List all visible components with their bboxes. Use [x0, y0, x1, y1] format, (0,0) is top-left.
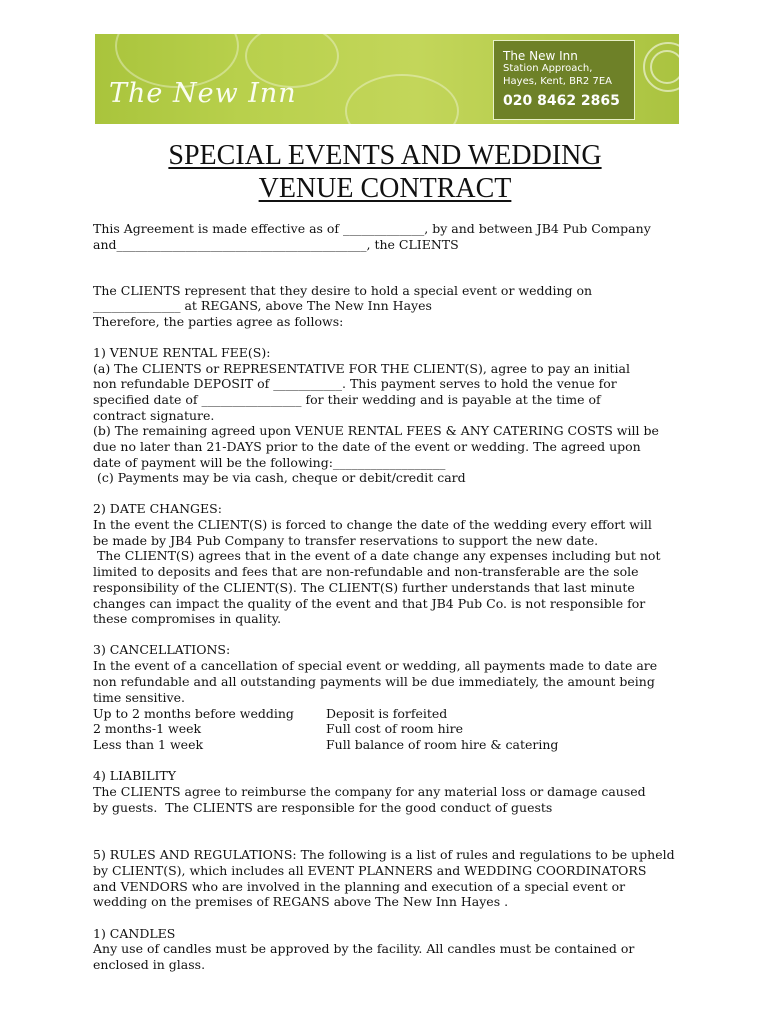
paragraph-line: changes can impact the quality of the event and that JB4 Pub Co. is not responsible for [93, 596, 646, 611]
agreement-line: and________________________________________, the CLIENTS [93, 237, 459, 252]
logo-text: The New Inn [109, 78, 297, 109]
paragraph-line: The CLIENTS represent that they desire to hold a special event or wedding on [93, 283, 593, 298]
section-heading: 5) RULES AND REGULATIONS: The following is a list of rules and regulations to be upheld [93, 847, 675, 862]
paragraph-line: non refundable DEPOSIT of ___________. This payment serves to hold the venue for [93, 376, 617, 391]
paragraph-line: date of payment will be the following:__________________ [93, 455, 446, 470]
paragraph-line: enclosed in glass. [93, 957, 206, 972]
cancellation-period: Less than 1 week [93, 737, 204, 752]
paragraph-line: be made by JB4 Pub Company to transfer reservations to support the new date. [93, 533, 599, 548]
paragraph-line: time sensitive. [93, 690, 185, 705]
address-line1: Station Approach, [503, 63, 593, 74]
section-heading: 3) CANCELLATIONS: [93, 642, 231, 657]
document-title: SPECIAL EVENTS AND WEDDING [168, 140, 602, 171]
decorative-ring [650, 50, 679, 84]
section-heading: 2) DATE CHANGES: [93, 501, 222, 516]
cancellation-period: Up to 2 months before wedding [93, 706, 294, 721]
paragraph-line: by guests. The CLIENTS are responsible for the good conduct of guests [93, 800, 553, 815]
document-subtitle: VENUE CONTRACT [258, 173, 512, 204]
section-heading: 4) LIABILITY [93, 768, 177, 783]
header-banner [95, 34, 679, 124]
paragraph-line: due no later than 21-DAYS prior to the date of the event or wedding. The agreed upon [93, 439, 641, 454]
paragraph-line: ______________ at REGANS, above The New Inn Hayes [93, 298, 432, 313]
paragraph-line: wedding on the premises of REGANS above The New Inn Hayes . [93, 894, 509, 909]
subsection-heading: 1) CANDLES [93, 926, 176, 941]
paragraph-line: In the event the CLIENT(S) is forced to change the date of the wedding every effort will [93, 517, 652, 532]
decorative-swirl [345, 74, 459, 124]
paragraph-line: In the event of a cancellation of special event or wedding, all payments made to date are [93, 658, 658, 673]
cancellation-period: 2 months-1 week [93, 721, 202, 736]
address-line2: Hayes, Kent, BR2 7EA [503, 76, 612, 87]
cancellation-charge: Full cost of room hire [326, 721, 464, 736]
paragraph-line: and VENDORS who are involved in the planning and execution of a special event or [93, 879, 626, 894]
paragraph-line: (b) The remaining agreed upon VENUE RENTAL FEES & ANY CATERING COSTS will be [93, 423, 659, 438]
paragraph-line: these compromises in quality. [93, 611, 282, 626]
address-box [493, 40, 635, 120]
paragraph-line: (c) Payments may be via cash, cheque or debit/credit card [93, 470, 466, 485]
paragraph-line: contract signature. [93, 408, 215, 423]
cancellation-charge: Full balance of room hire & catering [326, 737, 559, 752]
section-heading: 1) VENUE RENTAL FEE(S): [93, 345, 271, 360]
phone-number: 020 8462 2865 [503, 93, 620, 109]
agreement-line: This Agreement is made effective as of _____________, by and between JB4 Pub Company [93, 221, 651, 236]
paragraph-line: responsibility of the CLIENT(S). The CLIENT(S) further understands that last minute [93, 580, 635, 595]
paragraph-line: Therefore, the parties agree as follows: [93, 314, 344, 329]
address-name: The New Inn [503, 49, 578, 63]
paragraph-line: by CLIENT(S), which includes all EVENT PLANNERS and WEDDING COORDINATORS [93, 863, 647, 878]
paragraph-line: specified date of ________________ for their wedding and is payable at the time of [93, 392, 601, 407]
paragraph-line: The CLIENT(S) agrees that in the event of a date change any expenses including but not [93, 548, 661, 563]
paragraph-line: non refundable and all outstanding payments will be due immediately, the amount being [93, 674, 655, 689]
paragraph-line: limited to deposits and fees that are non-refundable and non-transferable are the sole [93, 564, 639, 579]
paragraph-line: The CLIENTS agree to reimburse the company for any material loss or damage caused [93, 784, 646, 799]
paragraph-line: Any use of candles must be approved by the facility. All candles must be contained or [93, 941, 635, 956]
paragraph-line: (a) The CLIENTS or REPRESENTATIVE FOR THE CLIENT(S), agree to pay an initial [93, 361, 630, 376]
cancellation-charge: Deposit is forfeited [326, 706, 448, 721]
